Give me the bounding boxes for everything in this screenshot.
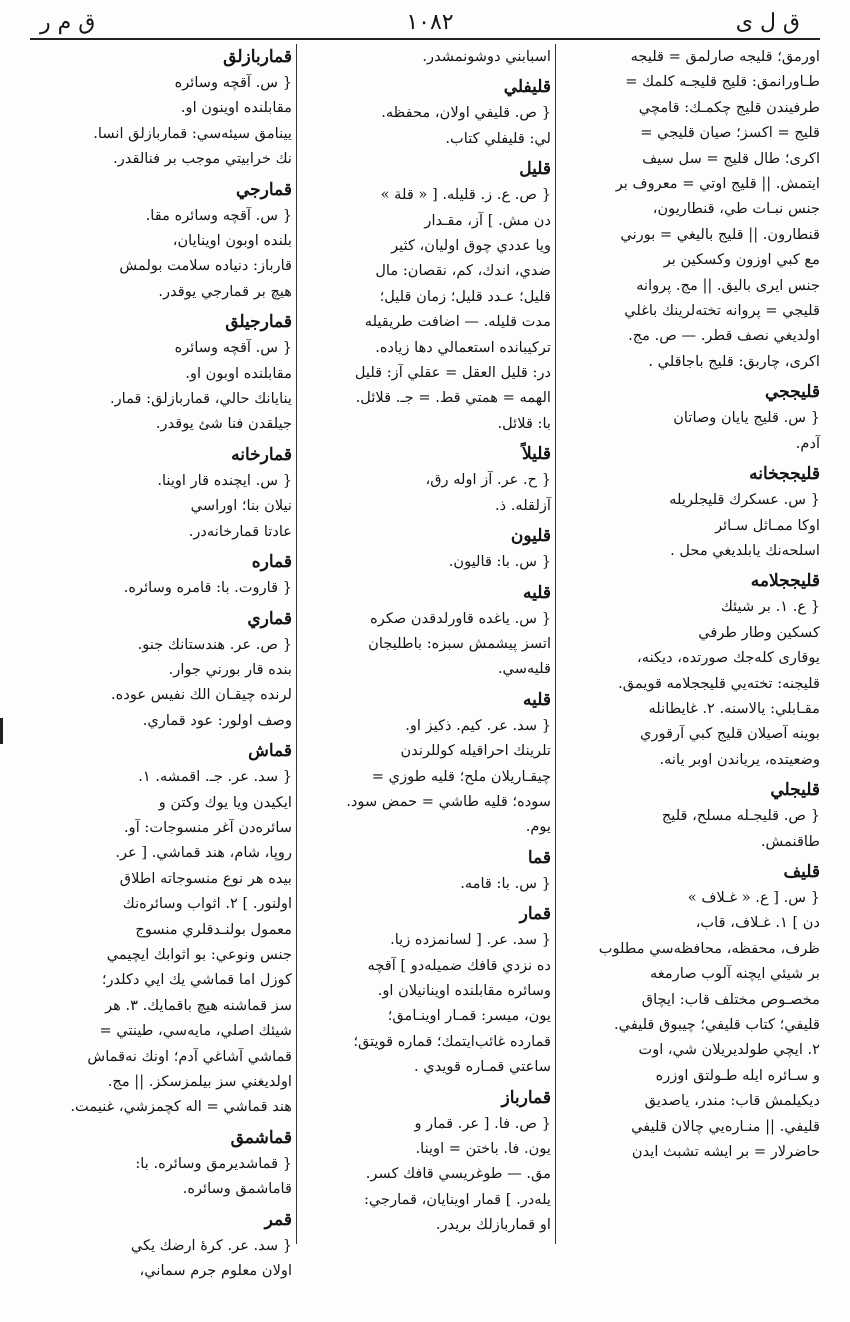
entry-text-line: معمول بولنـدقلري منسوج xyxy=(135,920,292,938)
entry-headword: قليججلامه xyxy=(750,571,820,592)
entry-text-line: نيلان بنا؛ اوراسي xyxy=(190,497,292,515)
entry-text-line: ساعتي قمـاره قويدي . xyxy=(414,1058,551,1076)
entry-text-line: هيچ بر قمارجي يوقدر. xyxy=(158,282,292,300)
header-left-letters: ق م ر xyxy=(40,10,96,35)
dictionary-entry xyxy=(30,549,292,600)
page-header xyxy=(30,6,820,40)
entry-text-line: يينامق سيئه‌سي: قماربازلق انسا. xyxy=(93,124,292,142)
entry-text-line: { سد. عر. كرۀ ارضك يكي xyxy=(130,1236,292,1254)
dictionary-entry xyxy=(30,606,292,734)
entry-text-line: مع كبي اوزون وكسكين بر xyxy=(663,251,820,269)
entry-text-line: يوم. xyxy=(525,818,551,836)
dictionary-entry xyxy=(299,44,551,69)
entry-text-line: { ص. فا. [ عر. قمار و xyxy=(414,1114,551,1132)
entry-text-line: ايكيدن ويا يوك وكتن و xyxy=(158,793,292,811)
entry-text-line: { سد. عر. [ لسانمزده زيا. xyxy=(390,931,551,949)
entry-text-line: ضدي، اندك، كم، نقصان: مال xyxy=(375,262,551,280)
entry-text-line: جيلقدن فنا شئ يوقدر. xyxy=(155,415,292,433)
dictionary-entry xyxy=(558,859,820,1164)
entry-text-line: { قماشديرمق وسائره. با: xyxy=(135,1154,292,1172)
entry-text-line: { ص. عر. هندستانك جنو. xyxy=(137,635,292,653)
entry-headword: قليه xyxy=(523,582,551,603)
dictionary-entry xyxy=(299,156,551,436)
entry-headword: قمارجي xyxy=(235,179,292,200)
entry-text-line: شيئك اصلي، مايه‌سي، طينتي = xyxy=(99,1022,292,1040)
entry-text-line: بر شيئي ايچنه آلوب صارمغه xyxy=(650,965,820,983)
entry-text-line: بلنده اوبون اوينايان، xyxy=(172,232,292,250)
dictionary-entry xyxy=(558,777,820,854)
entry-text-line: وضعيتده، يرياندن اوبر يانه. xyxy=(659,750,820,768)
dictionary-entry xyxy=(30,177,292,305)
entry-text-line: طاقنمش. xyxy=(760,832,820,850)
entry-text-line: ده نزدي قافك ضميله‌دو ] آقچه xyxy=(367,956,551,974)
entry-text-line: { س. با: قامه. xyxy=(460,874,551,892)
dictionary-entry xyxy=(30,44,292,172)
dictionary-entry xyxy=(558,568,820,772)
dictionary-entry xyxy=(299,74,551,151)
entry-text-line: قليه‌سي. xyxy=(497,660,551,678)
header-right-letters: ق ل ى xyxy=(735,10,800,35)
entry-text-line: { س. عسكرك قليجلريله xyxy=(669,491,820,509)
entry-text-line: ديكيلمش قاب: مندر، ياصديق xyxy=(644,1092,820,1110)
entry-text-line: قمارده غائب‌ايتمك؛ قماره قويتق؛ xyxy=(353,1032,551,1050)
entry-headword: قليل xyxy=(519,159,551,180)
entry-text-line: قليل؛ عـدد قليل؛ زمان قليل؛ xyxy=(379,287,551,305)
entry-text-line: اورمق؛ قليجه صارلمق = قليجه xyxy=(630,48,820,65)
entry-text-line: { س. ياغده قاورلدقدن صكره xyxy=(370,609,551,627)
entry-text-line: { سد. عر. كيم. ذكيز او. xyxy=(405,716,551,734)
entry-headword: قمارخانه xyxy=(231,444,292,465)
entry-text-line: عادتا قمارخانه‌در. xyxy=(188,522,292,540)
dictionary-entry xyxy=(30,442,292,544)
entry-text-line: يون. فا. باختن = اوينا. xyxy=(415,1140,551,1157)
entry-text-line: { ح. عر. آز اوله رق، xyxy=(425,471,551,489)
entry-text-line: قنطارون. || قليج باليغي = بورني xyxy=(620,225,820,243)
entry-text-line: اتسز پيشمش سبزه: باطليجان xyxy=(368,634,551,652)
entry-text-line: { ص. قليجـله مسلح، قليج xyxy=(661,807,820,825)
entry-text-line: ينايانك حالي، قماربازلق: قمار. xyxy=(109,390,292,408)
entry-headword: قليلاً xyxy=(521,444,551,465)
entry-text-line: او قماربازلك بريدر. xyxy=(435,1216,551,1234)
entry-headword: قليججي xyxy=(764,382,820,403)
entry-text-line: اولان معلوم جرم سماني، xyxy=(139,1262,292,1280)
entry-headword: قليجلي xyxy=(770,780,820,801)
entry-text-line: لرنده چيقـان الك نفيس عوده. xyxy=(111,686,292,704)
entry-text-line: { س. آقچه وسائره xyxy=(174,74,292,91)
dictionary-entry xyxy=(299,523,551,574)
entry-headword: قمر xyxy=(264,1209,292,1230)
dictionary-entry xyxy=(30,1207,292,1284)
entry-text-line: حاضرلار = بر ايشه تشبث ايدن xyxy=(631,1143,820,1161)
dictionary-entry xyxy=(299,1085,551,1238)
entry-text-line: طـاورانمق: قليج قليجـه كلمك = xyxy=(625,73,820,91)
entry-text-line: قليجي = پروانه تخته‌لرينك باغلي xyxy=(624,302,820,320)
entry-headword: قماش xyxy=(248,741,292,762)
entry-headword: قليون xyxy=(510,526,551,547)
dictionary-entry xyxy=(30,1125,292,1202)
dictionary-entry xyxy=(299,441,551,518)
entry-text-line: وسائره مقابلنده اوينانيلان او. xyxy=(377,981,551,999)
entry-text-line: قاماشمق وسائره. xyxy=(182,1180,292,1198)
entry-headword: قماري xyxy=(247,608,292,629)
page-number: ۱۰۸۲ xyxy=(406,10,454,35)
entry-text-line: اسلحه‌نك يابلديغي محل . xyxy=(670,541,820,559)
entry-text-line: لي: قليفلي كتاب. xyxy=(445,129,551,147)
entry-text-line: مق. — طوغريسي قافك كسر. xyxy=(365,1165,551,1183)
column-divider xyxy=(555,44,556,1244)
dictionary-entry xyxy=(30,738,292,1120)
entry-text-line: با: قلائل. xyxy=(497,414,551,432)
entry-text-line: { س. [ ع. « غـلاف » xyxy=(687,888,820,906)
entry-text-line: چيقـاريلان ملح؛ قليه طوزي = xyxy=(371,767,551,785)
dictionary-entry xyxy=(299,580,551,682)
entry-headword: قمارباز xyxy=(501,1087,551,1108)
entry-text-line: دن مش. ] آز، مقـدار xyxy=(424,211,551,229)
entry-text-line: الهمه = همتي قط. = جـ. قلائل. xyxy=(355,389,551,407)
entry-text-line: قارباز: دنياده سلامت بولمش xyxy=(119,257,292,275)
dictionary-entry xyxy=(558,44,820,374)
entry-text-line: كسكين وطار طرفي xyxy=(698,623,820,641)
entry-text-line: { س. آقچه وسائره مقا. xyxy=(145,206,292,224)
entry-text-line: { س. قليج يايان وصاتان xyxy=(673,409,820,427)
entry-text-line: سوده؛ قليه طاشي = حمض سود. xyxy=(346,792,551,810)
entry-text-line: وصف اولور: عود قماري. xyxy=(142,711,292,729)
column-right xyxy=(558,44,820,1244)
entry-text-line: مقابلنده اوبون او. xyxy=(185,364,292,382)
entry-text-line: بوينه آصيلان قليج كبي آرقوري xyxy=(640,725,820,743)
dictionary-entry xyxy=(558,461,820,563)
entry-text-line: اولديغني سز بيلمزسكز. || مج. xyxy=(107,1073,292,1090)
entry-text-line: اكرى؛ طال قليج = سل سيف xyxy=(642,149,820,167)
entry-text-line: اسبابني دوشونمشدر. xyxy=(422,48,551,65)
entry-text-line: ظرف، محفظه، محافظه‌سي مطلوب xyxy=(598,939,820,957)
entry-text-line: اولديغي نصف قطر. — ص. مج. xyxy=(628,327,820,345)
entry-text-line: { س. آقچه وسائره xyxy=(174,339,292,357)
entry-text-line: { ص. قليفي اولان، محفظه. xyxy=(381,104,551,122)
dictionary-entry xyxy=(30,309,292,437)
entry-text-line: { سد. عر. جـ. اقمشه. ۱. xyxy=(138,768,292,786)
entry-text-line: اولنور. ] ۲. اثواب وسائره‌نك xyxy=(122,895,292,913)
entry-headword: قمار xyxy=(519,904,551,925)
entry-text-line: جنس ونوعي: بو اثوابك ايچيمي xyxy=(106,945,292,963)
entry-text-line: نك خرابيتي موجب بر فنالقدر. xyxy=(113,150,292,168)
entry-headword: قماشمق xyxy=(230,1127,292,1148)
entry-text-line: بنده قار بورني جوار. xyxy=(168,660,292,678)
entry-text-line: قليج = اكسز؛ صيان قليجي = xyxy=(640,124,820,142)
entry-text-line: مقابلنده اوينون او. xyxy=(180,99,292,117)
entry-text-line: ويا عددي چوق اوليان، كثير xyxy=(391,237,551,255)
entry-headword: قليججخانه xyxy=(749,464,820,485)
entry-text-line: دن ] ۱. غـلاف، قاب، xyxy=(695,914,820,932)
entry-text-line: قليجنه: تخته‌يي قليججلامه قويمق. xyxy=(618,674,820,692)
entry-text-line: { س. ايچنده قار اوينا. xyxy=(157,471,292,489)
dictionary-entry xyxy=(299,687,551,840)
entry-text-line: طرفيندن قليج چكمـك: قامچي xyxy=(638,98,820,116)
entry-headword: قليه xyxy=(523,689,551,710)
entry-headword: قليفلي xyxy=(503,77,551,98)
column-divider xyxy=(296,44,297,1244)
entry-text-line: سائره‌دن آغر منسوجات: آو. xyxy=(124,818,292,836)
entry-text-line: قليفي؛ كتاب قليفي؛ چيبوق قليفي. xyxy=(614,1016,820,1033)
entry-text-line: مخصـوص مختلف قاب: ايچاق xyxy=(641,990,820,1008)
dictionary-entry xyxy=(558,379,820,456)
entry-text-line: روپا، شام، هند قماشي. [ عر. xyxy=(115,844,292,862)
entry-text-line: { ص. ع. ز. قليله. [ « قلة » xyxy=(380,186,551,204)
entry-text-line: يوقارى كله‌جك صورتده، ديكنه، xyxy=(637,649,820,667)
entry-headword: قما xyxy=(527,847,551,868)
entry-text-line: { ع. ۱. بر شيئك xyxy=(720,598,820,616)
entry-headword: قليف xyxy=(783,861,820,882)
entry-text-line: سز قماشنه هيچ باقمايك. ۳. هر xyxy=(105,996,292,1014)
margin-mark xyxy=(0,718,3,744)
entry-text-line: در: قليل العقل = عقلي آز: قليل xyxy=(354,364,551,382)
entry-text-line: يون، ميسر: قمـار اوينـامق؛ xyxy=(387,1007,551,1025)
entry-text-line: ايتمش. || قليج اوتي = معروف بر xyxy=(615,175,820,193)
entry-text-line: جنس ايرى باليق. || مج. پروانه xyxy=(636,276,820,294)
entry-text-line: اوكا ممـاثل سـائر xyxy=(715,516,820,534)
entry-text-line: قماشي آشاغي آدم؛ اونك نه‌قماش xyxy=(87,1047,292,1065)
entry-text-line: يله‌در. ] قمار اوينايان، قمارجي: xyxy=(363,1190,551,1208)
entry-text-line: قليفي. || منـاره‌يي چالان قليفي xyxy=(631,1117,820,1135)
entry-text-line: اكرى، چاربق: قليج باجاقلي . xyxy=(648,352,820,370)
column-left xyxy=(30,44,292,1280)
dictionary-entry xyxy=(299,901,551,1079)
entry-text-line: تركيبانده استعمالي دها زياده. xyxy=(375,338,551,356)
entry-text-line: مدت قليله. — اضافت طريقيله xyxy=(364,313,551,331)
entry-text-line: ۲. ايچي طولديريلان شي، اوت xyxy=(638,1041,820,1059)
entry-text-line: { قاروت. با: قامره وسائره. xyxy=(123,579,292,597)
entry-text-line: تلرينك احراقيله كوللرندن xyxy=(400,742,551,760)
entry-text-line: و سـائره ايله طـولتق اوزره xyxy=(655,1066,820,1084)
entry-text-line: آدم. xyxy=(795,434,820,452)
entry-text-line: آزلقله. ذ. xyxy=(494,496,551,514)
entry-text-line: مقـابلي: يالاسنه. ۲. غايطانله xyxy=(648,699,820,717)
entry-text-line: { س. با: قاليون. xyxy=(448,553,551,571)
entry-text-line: بيده هر نوع منسوجاته اطلاق xyxy=(119,869,292,887)
entry-headword: قماره xyxy=(251,552,292,573)
entry-text-line: جنس نبـات طي، قنطاريون، xyxy=(652,200,820,218)
entry-headword: قماربازلق xyxy=(223,47,292,67)
entry-text-line: كوزل اما قماشي يك ايي دكلدر؛ xyxy=(101,971,292,989)
entry-text-line: هند قماشي = اله كچمزشي، غنيمت. xyxy=(70,1098,292,1116)
entry-headword: قمارجيلق xyxy=(225,312,292,333)
dictionary-entry xyxy=(299,845,551,896)
column-middle xyxy=(299,44,551,1244)
